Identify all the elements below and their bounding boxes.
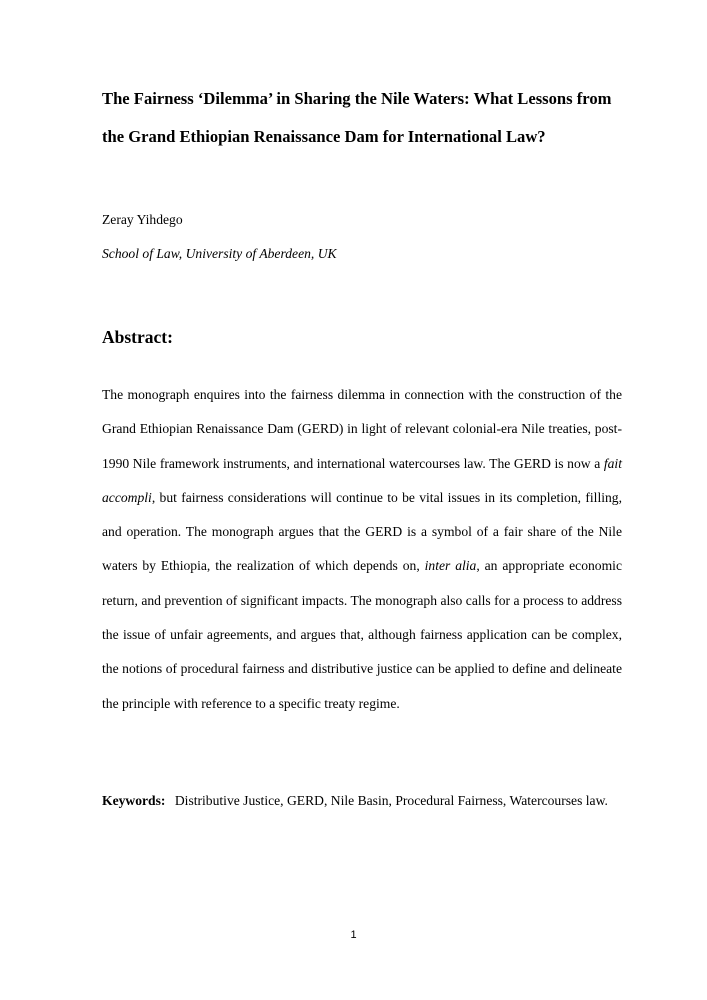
abstract-text-part-1: The monograph enquires into the fairness dilemma in connection with the construction of the Grand Ethiopian Renaissance Dam (GERD) in light of relevant colonial-era Nile treaties, post-1990 Nile framework instruments, and international watercourses law. The GERD is now a (102, 387, 622, 471)
abstract-body (102, 378, 622, 721)
page-number: 1 (350, 929, 357, 941)
author-name: Zeray Yihdego (102, 212, 183, 227)
abstract-italic-inter-alia: inter alia (424, 558, 477, 574)
paper-title-line-2: the Grand Ethiopian Renaissance Dam for International Law? (102, 127, 546, 146)
keywords-paragraph (102, 784, 622, 818)
abstract-text-part-3: , an appropriate economic return, and prevention of significant impacts. The monograph also calls for a process to address the issue of unfair agreements, and argues that, although fairness application can be complex, the notions of procedural fairness and distributive justice can be applied to define and delineate the principle with reference to a specific treaty regime. (102, 558, 622, 711)
keywords-label: Keywords: (102, 793, 166, 808)
paper-title-line-1: The Fairness ‘Dilemma’ in Sharing the Nile Waters: What Lessons from (102, 89, 612, 108)
abstract-italic-fait-accompli: fait accompli (102, 455, 622, 505)
author-affiliation: School of Law, University of Aberdeen, UK (102, 246, 337, 261)
abstract-heading: Abstract: (102, 327, 173, 347)
keywords-list: Distributive Justice, GERD, Nile Basin, Procedural Fairness, Watercourses law. (174, 793, 608, 808)
abstract-text-part-2: , but fairness considerations will continue to be vital issues in its completion, filling, and operation. The monograph argues that the GERD is a symbol of a fair share of the Nile waters by Ethiopia, the realization of which depends on, (102, 489, 622, 574)
